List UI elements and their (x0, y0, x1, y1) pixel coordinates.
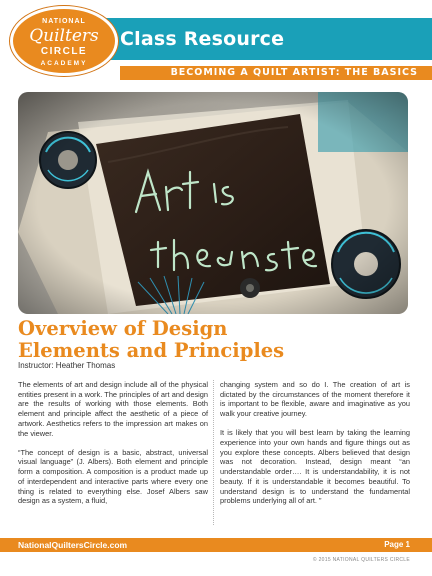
paragraph: The elements of art and design include all of the physical entities present in a work. The principles of art and design are the results of working with those elements. Both element and principle affect the aesthetic of a piece of artwork. Aesthetics refers to the impression art makes on the viewer. (18, 380, 208, 438)
column-divider (213, 380, 214, 525)
paragraph: changing system and so do I. The creation of art is dictated by the circumstances of the moment therefore it is important to be flexible, aware and imaginative as you walk your creative journey. (220, 380, 410, 419)
title-line-2: Elements and Principles (18, 339, 285, 362)
instructor-name: Instructor: Heather Thomas (18, 361, 116, 370)
header-photo (18, 92, 408, 314)
footer-website-link[interactable]: NationalQuiltersCircle.com (18, 540, 128, 550)
document-title (18, 318, 318, 362)
paragraph: “The concept of design is a basic, abstract, universal visual language” (J. Albers). Both element and principle form a composition. A composition is a product made up of interdependent and interactive parts where every one thing is related to everything else. Josef Albers saw design as a system, a fluid, (18, 447, 208, 506)
title-line-1: Overview of Design (18, 317, 228, 340)
body-column-right (220, 380, 410, 515)
logo-quilters: Quilters (29, 26, 99, 46)
footer-bar (0, 538, 432, 552)
logo-national: NATIONAL (42, 18, 86, 25)
subtitle-bar (120, 66, 432, 80)
page-number: Page 1 (384, 540, 410, 549)
academy-logo (10, 6, 118, 76)
paragraph: It is likely that you will best learn by taking the learning experience into your own hands and figure things out as you explore these concepts. Albers believed that design was not decoration. Instead, design meant “an understandable order…. It is understandability, it is not beauty. If it is understandable it becomes beautiful. To understand design is to understand the fundamental problems underlying all of art. ” (220, 428, 410, 506)
logo-academy: ACADEMY (40, 60, 88, 67)
header-title: Class Resource (120, 28, 285, 50)
copyright-notice: © 2015 NATIONAL QUILTERS CIRCLE (312, 557, 410, 563)
art-quilt-photo (18, 92, 408, 314)
course-subtitle: BECOMING A QUILT ARTIST: THE BASICS (170, 67, 418, 78)
logo-circle: CIRCLE (40, 46, 88, 57)
body-column-left (18, 380, 208, 515)
